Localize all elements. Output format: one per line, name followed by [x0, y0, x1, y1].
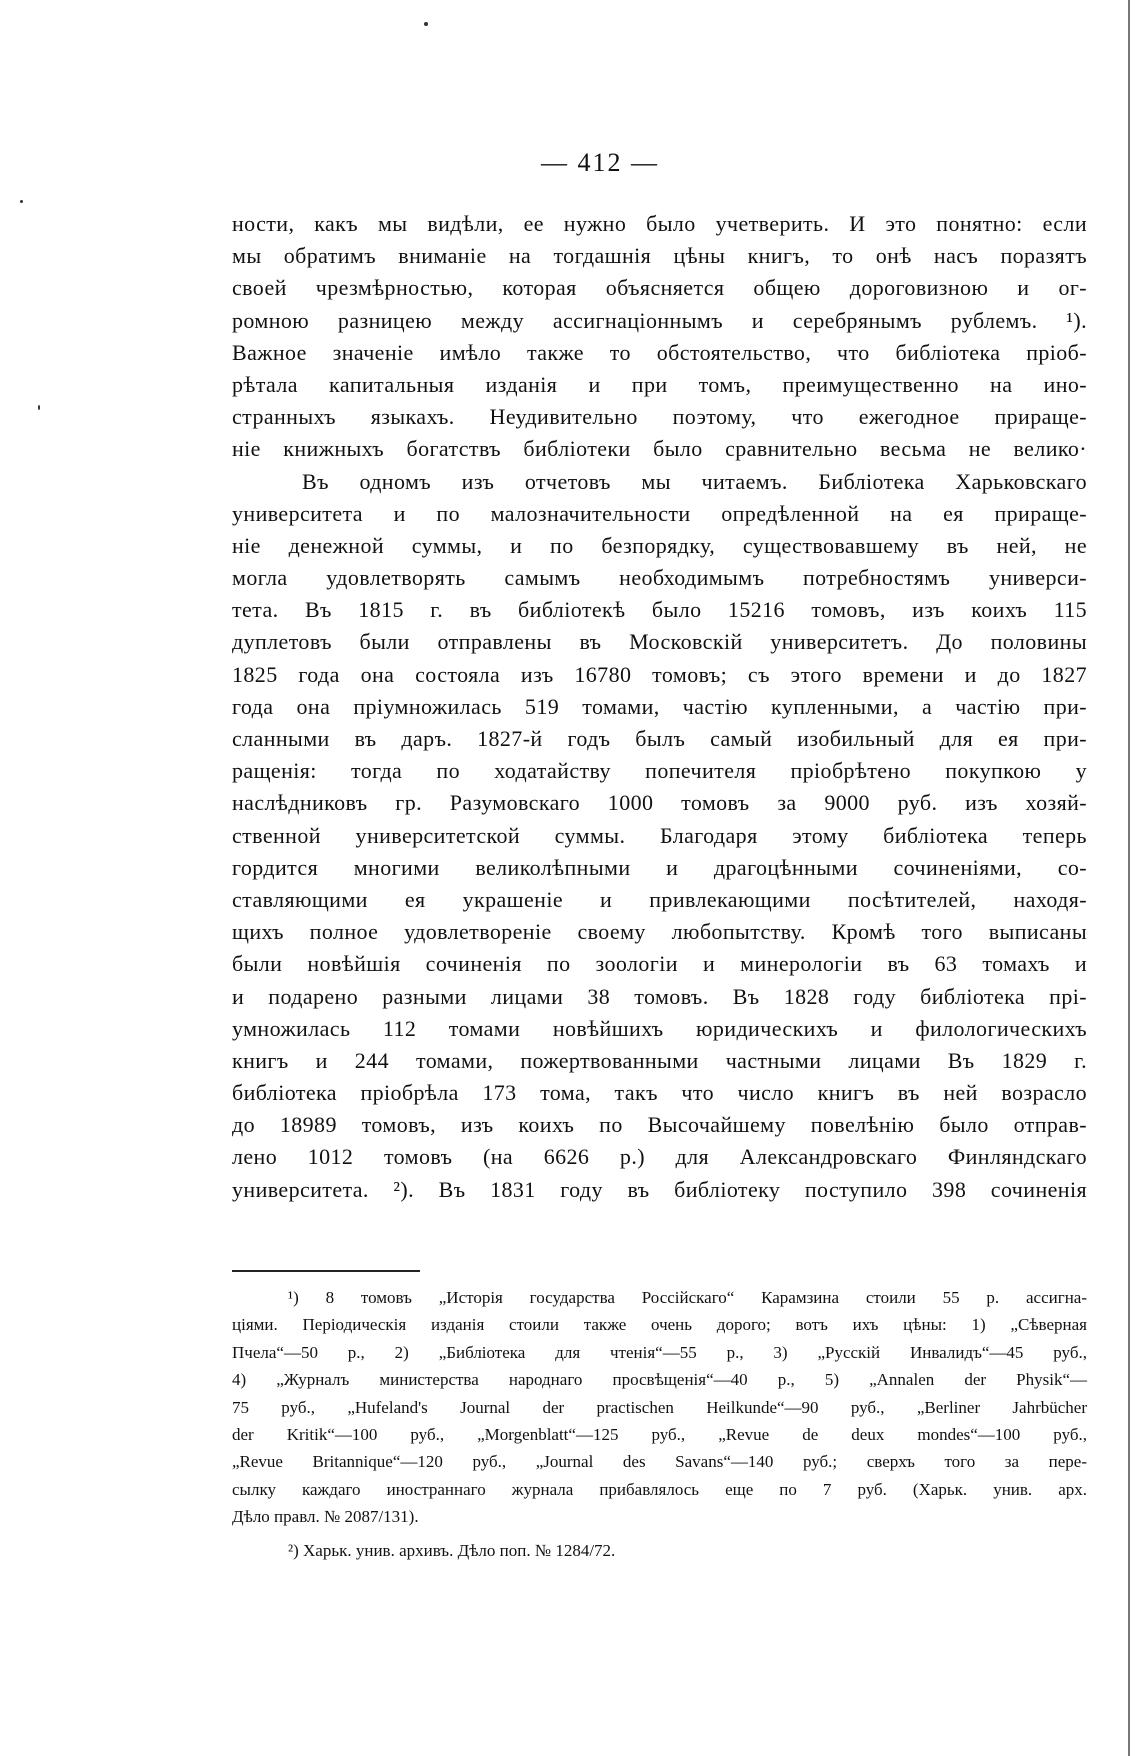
text-line: ности, какъ мы видѣли, ее нужно было учетверить. И это понятно: если — [232, 211, 1087, 236]
scan-speck — [38, 405, 40, 410]
text-line: гордится многими великолѣпными и драгоцѣнными сочиненіями, со- — [232, 854, 1087, 880]
footnote-2: ²) Харьк. унив. архивъ. Дѣло поп. № 1284/72. — [288, 1540, 616, 1560]
page-number: — 412 — — [541, 148, 659, 177]
page-edge-line — [1128, 0, 1130, 1756]
text-line: сланными въ даръ. 1827-й годъ былъ самый изобильный для ея при- — [232, 726, 1087, 751]
text-line: щихъ полное удовлетвореніе своему любопытству. Кромѣ того выписаны — [232, 919, 1087, 945]
text-line: тета. Въ 1815 г. въ библіотекѣ было 15216 томовъ, изъ коихъ 115 — [232, 597, 1087, 623]
text-line: умножилась 112 томами новѣйшихъ юридическихъ и филологическихъ — [232, 1015, 1087, 1041]
text-line: университета и по малозначительности опредѣленной на ея прираще- — [232, 500, 1087, 526]
text-line: лено 1012 томовъ (на 6626 р.) для Александровскаго Финляндскаго — [232, 1144, 1087, 1170]
scan-speck — [20, 200, 23, 203]
text-line: ставляющими ея украшеніе и привлекающими посѣтителей, находя- — [232, 886, 1087, 912]
footnote-line: 4) „Журналъ министерства народнаго просвѣщенія“—40 р., 5) „Annalen der Physik“— — [232, 1370, 1087, 1390]
text-line: Въ одномъ изъ отчетовъ мы читаемъ. Библіотека Харьковскаго — [302, 468, 1087, 494]
text-line: наслѣдниковъ гр. Разумовскаго 1000 томовъ за 9000 руб. изъ хозяй- — [232, 790, 1087, 816]
text-line: дуплетовъ были отправлены въ Московскій университетъ. До половины — [232, 629, 1087, 655]
text-line: университета. ²). Въ 1831 году въ библіотеку поступило 398 сочиненія — [232, 1176, 1087, 1202]
body-text — [232, 208, 1087, 1206]
footnote-line: ціями. Періодическія изданія стоили также очень дорого; вотъ ихъ цѣны: 1) „Сѣверная — [232, 1315, 1087, 1335]
text-line: библіотека пріобрѣла 173 тома, такъ что число книгъ въ ней возрасло — [232, 1080, 1087, 1106]
footnote-line: der Kritik“—100 руб., „Morgenblatt“—125 руб., „Revue de deux mondes“—100 руб., — [232, 1424, 1087, 1444]
footnotes — [232, 1284, 1087, 1564]
text-line: ніе денежной суммы, и по безпорядку, существовавшему въ ней, не — [232, 532, 1087, 558]
text-line: 1825 года она состояла изъ 16780 томовъ; съ этого времени и до 1827 — [232, 661, 1087, 687]
text-line: своей чрезмѣрностью, которая объясняется общею дороговизною и ог- — [232, 275, 1087, 301]
footnote-line: „Revue Britannique“—120 руб., „Journal des Savans“—140 руб.; сверхъ того за пере- — [232, 1452, 1087, 1472]
text-line: книгъ и 244 томами, пожертвованными частными лицами Въ 1829 г. — [232, 1047, 1087, 1073]
text-line: были новѣйшія сочиненія по зоологіи и минерологіи въ 63 томахъ и — [232, 951, 1087, 977]
footnote-line: ¹) 8 томовъ „Исторія государства Россійскаго“ Карамзина стоили 55 р. ассигна- — [288, 1288, 1087, 1307]
footnote-line: сылку каждаго иностраннаго журнала прибавлялось еще по 7 руб. (Харьк. унив. арх. — [232, 1479, 1087, 1499]
text-line: мы обратимъ вниманіе на тогдашнія цѣны книгъ, то онѣ насъ поразятъ — [232, 243, 1087, 269]
text-line: ніе книжныхъ богатствъ библіотеки было сравнительно весьма не велико· — [232, 436, 1087, 462]
text-line: странныхъ языкахъ. Неудивительно поэтому, что ежегодное приращe- — [232, 404, 1087, 430]
text-line: Важное значеніе имѣло также то обстоятельство, что библіотека пріоб- — [232, 339, 1087, 365]
text-line: и подарено разными лицами 38 томовъ. Въ 1828 году библіотека прі- — [232, 983, 1087, 1009]
scan-speck — [424, 22, 428, 26]
footnote-line: Дѣло правл. № 2087/131). — [232, 1507, 419, 1527]
text-line: ромною разницею между ассигнаціоннымъ и серебрянымъ рублемъ. ¹). — [232, 307, 1087, 333]
text-line: года она пріумножилась 519 томами, частію купленными, а частію при- — [232, 693, 1087, 719]
text-line: могла удовлетворять самымъ необходимымъ потребностямъ универси- — [232, 565, 1087, 591]
text-line: ращенія: тогда по ходатайству попечителя пріобрѣтено покупкою у — [232, 758, 1087, 784]
footnote-line: Пчела“—50 р., 2) „Библіотека для чтенія“—55 р., 3) „Русскій Инвалидъ“—45 руб., — [232, 1342, 1087, 1362]
footnote-line: 75 руб., „Hufeland's Journal der practischen Heilkunde“—90 руб., „Berliner Jahrbücher — [232, 1397, 1087, 1417]
footnote-rule — [232, 1270, 420, 1272]
text-line: ственной университетской суммы. Благодаря этому библіотека теперь — [232, 822, 1087, 848]
text-line: до 18989 томовъ, изъ коихъ по Высочайшему повелѣнію было отправ- — [232, 1112, 1087, 1138]
text-line: рѣтала капитальныя изданія и при томъ, преимущественно на ино- — [232, 371, 1087, 397]
